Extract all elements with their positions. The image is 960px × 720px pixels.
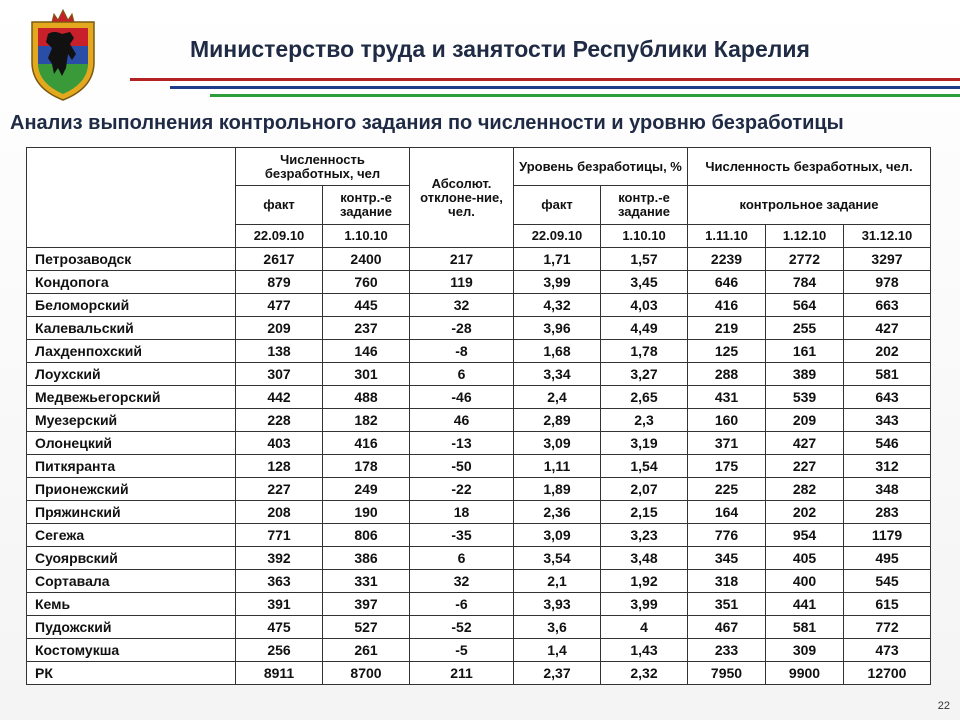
value-cell: 771 xyxy=(236,524,323,547)
value-cell: 3,19 xyxy=(601,432,688,455)
value-cell: 237 xyxy=(323,317,410,340)
value-cell: 32 xyxy=(410,294,514,317)
value-cell: 1,78 xyxy=(601,340,688,363)
table-row xyxy=(27,524,931,547)
header-target: контр.-е задание xyxy=(601,186,688,225)
value-cell: 4,49 xyxy=(601,317,688,340)
value-cell: 146 xyxy=(323,340,410,363)
district-name-cell: Муезерский xyxy=(27,409,236,432)
value-cell: 663 xyxy=(844,294,931,317)
value-cell: -22 xyxy=(410,478,514,501)
value-cell: 3,27 xyxy=(601,363,688,386)
value-cell: 2239 xyxy=(688,248,766,271)
value-cell: 643 xyxy=(844,386,931,409)
value-cell: -5 xyxy=(410,639,514,662)
value-cell: 615 xyxy=(844,593,931,616)
value-cell: 1,89 xyxy=(514,478,601,501)
value-cell: 488 xyxy=(323,386,410,409)
header-date: 31.12.10 xyxy=(844,225,931,248)
value-cell: 416 xyxy=(688,294,766,317)
value-cell: 211 xyxy=(410,662,514,685)
header-date: 1.10.10 xyxy=(601,225,688,248)
value-cell: 288 xyxy=(688,363,766,386)
value-cell: 209 xyxy=(236,317,323,340)
value-cell: 495 xyxy=(844,547,931,570)
value-cell: 318 xyxy=(688,570,766,593)
value-cell: 8700 xyxy=(323,662,410,685)
district-name-cell: Кондопога xyxy=(27,271,236,294)
unemployment-table xyxy=(26,147,931,685)
header-control-task: контрольное задание xyxy=(688,186,931,225)
value-cell: 2400 xyxy=(323,248,410,271)
table-row xyxy=(27,409,931,432)
table-row xyxy=(27,639,931,662)
header-district-cell xyxy=(27,148,236,248)
value-cell: 2,36 xyxy=(514,501,601,524)
value-cell: 2,1 xyxy=(514,570,601,593)
table-row xyxy=(27,478,931,501)
district-name-cell: Лахденпохский xyxy=(27,340,236,363)
value-cell: 776 xyxy=(688,524,766,547)
value-cell: 3,93 xyxy=(514,593,601,616)
value-cell: 1179 xyxy=(844,524,931,547)
table-row xyxy=(27,593,931,616)
district-name-cell: Кемь xyxy=(27,593,236,616)
table-row xyxy=(27,317,931,340)
value-cell: 261 xyxy=(323,639,410,662)
value-cell: 348 xyxy=(844,478,931,501)
value-cell: 343 xyxy=(844,409,931,432)
value-cell: 371 xyxy=(688,432,766,455)
value-cell: 1,54 xyxy=(601,455,688,478)
value-cell: 3,99 xyxy=(601,593,688,616)
value-cell: 527 xyxy=(323,616,410,639)
value-cell: 2617 xyxy=(236,248,323,271)
value-cell: 445 xyxy=(323,294,410,317)
value-cell: 1,43 xyxy=(601,639,688,662)
value-cell: 3,34 xyxy=(514,363,601,386)
value-cell: 581 xyxy=(844,363,931,386)
table-row xyxy=(27,363,931,386)
value-cell: 416 xyxy=(323,432,410,455)
value-cell: 1,57 xyxy=(601,248,688,271)
value-cell: -6 xyxy=(410,593,514,616)
value-cell: 427 xyxy=(766,432,844,455)
header-unemployed-count: Численность безработных, чел xyxy=(236,148,410,186)
district-name-cell: Беломорский xyxy=(27,294,236,317)
value-cell: 1,68 xyxy=(514,340,601,363)
value-cell: 8911 xyxy=(236,662,323,685)
header-title: Министерство труда и занятости Республики Карелия xyxy=(190,36,810,62)
value-cell: 386 xyxy=(323,547,410,570)
value-cell: 400 xyxy=(766,570,844,593)
value-cell: 806 xyxy=(323,524,410,547)
value-cell: 219 xyxy=(688,317,766,340)
value-cell: -46 xyxy=(410,386,514,409)
district-name-cell: Лоухский xyxy=(27,363,236,386)
value-cell: 225 xyxy=(688,478,766,501)
value-cell: 164 xyxy=(688,501,766,524)
value-cell: 397 xyxy=(323,593,410,616)
value-cell: 2,15 xyxy=(601,501,688,524)
value-cell: 228 xyxy=(236,409,323,432)
value-cell: 217 xyxy=(410,248,514,271)
value-cell: 473 xyxy=(844,639,931,662)
value-cell: 403 xyxy=(236,432,323,455)
table-row xyxy=(27,547,931,570)
value-cell: 978 xyxy=(844,271,931,294)
value-cell: 128 xyxy=(236,455,323,478)
header-target: контр.-е задание xyxy=(323,186,410,225)
value-cell: 391 xyxy=(236,593,323,616)
header-date: 1.11.10 xyxy=(688,225,766,248)
value-cell: -35 xyxy=(410,524,514,547)
header-date: 22.09.10 xyxy=(514,225,601,248)
header-unemployment-rate: Уровень безработицы, % xyxy=(514,148,688,186)
page-number: 22 xyxy=(937,700,950,712)
table-row xyxy=(27,294,931,317)
table-row xyxy=(27,432,931,455)
district-name-cell: Пряжинский xyxy=(27,501,236,524)
value-cell: 18 xyxy=(410,501,514,524)
table-row xyxy=(27,501,931,524)
value-cell: 539 xyxy=(766,386,844,409)
value-cell: 282 xyxy=(766,478,844,501)
value-cell: -8 xyxy=(410,340,514,363)
value-cell: 161 xyxy=(766,340,844,363)
value-cell: 249 xyxy=(323,478,410,501)
value-cell: 392 xyxy=(236,547,323,570)
table-row xyxy=(27,271,931,294)
value-cell: 784 xyxy=(766,271,844,294)
value-cell: 351 xyxy=(688,593,766,616)
value-cell: 256 xyxy=(236,639,323,662)
value-cell: -13 xyxy=(410,432,514,455)
district-name-cell: Питкяранта xyxy=(27,455,236,478)
value-cell: 202 xyxy=(766,501,844,524)
value-cell: 2,4 xyxy=(514,386,601,409)
district-name-cell: Сегежа xyxy=(27,524,236,547)
value-cell: 312 xyxy=(844,455,931,478)
district-name-cell: Суоярвский xyxy=(27,547,236,570)
value-cell: 431 xyxy=(688,386,766,409)
district-name-cell: Петрозаводск xyxy=(27,248,236,271)
value-cell: 160 xyxy=(688,409,766,432)
value-cell: 233 xyxy=(688,639,766,662)
value-cell: 760 xyxy=(323,271,410,294)
value-cell: -50 xyxy=(410,455,514,478)
header-fact: факт xyxy=(236,186,323,225)
value-cell: 2,3 xyxy=(601,409,688,432)
value-cell: 1,71 xyxy=(514,248,601,271)
value-cell: 4 xyxy=(601,616,688,639)
value-cell: 46 xyxy=(410,409,514,432)
value-cell: 7950 xyxy=(688,662,766,685)
value-cell: 1,11 xyxy=(514,455,601,478)
value-cell: 564 xyxy=(766,294,844,317)
value-cell: 32 xyxy=(410,570,514,593)
value-cell: 4,32 xyxy=(514,294,601,317)
value-cell: 3,45 xyxy=(601,271,688,294)
value-cell: 209 xyxy=(766,409,844,432)
district-name-cell: РК xyxy=(27,662,236,685)
value-cell: 12700 xyxy=(844,662,931,685)
value-cell: 255 xyxy=(766,317,844,340)
value-cell: 1,4 xyxy=(514,639,601,662)
value-cell: 2,32 xyxy=(601,662,688,685)
value-cell: 4,03 xyxy=(601,294,688,317)
district-name-cell: Прионежский xyxy=(27,478,236,501)
district-name-cell: Сортавала xyxy=(27,570,236,593)
value-cell: 6 xyxy=(410,547,514,570)
value-cell: 467 xyxy=(688,616,766,639)
value-cell: 6 xyxy=(410,363,514,386)
value-cell: 178 xyxy=(323,455,410,478)
value-cell: 389 xyxy=(766,363,844,386)
header-divider-red xyxy=(130,78,960,81)
karelia-emblem-icon xyxy=(24,4,102,102)
value-cell: 546 xyxy=(844,432,931,455)
value-cell: -52 xyxy=(410,616,514,639)
page-subtitle: Анализ выполнения контрольного задания по численности и уровню безработицы xyxy=(10,112,844,134)
table-row xyxy=(27,386,931,409)
value-cell: 3,54 xyxy=(514,547,601,570)
value-cell: 3,09 xyxy=(514,524,601,547)
value-cell: 442 xyxy=(236,386,323,409)
district-name-cell: Пудожский xyxy=(27,616,236,639)
value-cell: 475 xyxy=(236,616,323,639)
table-row xyxy=(27,662,931,685)
value-cell: 227 xyxy=(766,455,844,478)
value-cell: 772 xyxy=(844,616,931,639)
value-cell: 1,92 xyxy=(601,570,688,593)
value-cell: 581 xyxy=(766,616,844,639)
value-cell: 190 xyxy=(323,501,410,524)
value-cell: 477 xyxy=(236,294,323,317)
header-date: 22.09.10 xyxy=(236,225,323,248)
table-row xyxy=(27,340,931,363)
value-cell: 2772 xyxy=(766,248,844,271)
value-cell: 363 xyxy=(236,570,323,593)
value-cell: 3,99 xyxy=(514,271,601,294)
value-cell: 208 xyxy=(236,501,323,524)
value-cell: 331 xyxy=(323,570,410,593)
value-cell: 182 xyxy=(323,409,410,432)
value-cell: 309 xyxy=(766,639,844,662)
header-divider-blue xyxy=(170,86,960,89)
district-name-cell: Медвежьегорский xyxy=(27,386,236,409)
header-date: 1.10.10 xyxy=(323,225,410,248)
value-cell: 2,37 xyxy=(514,662,601,685)
value-cell: 3,23 xyxy=(601,524,688,547)
value-cell: 227 xyxy=(236,478,323,501)
value-cell: 954 xyxy=(766,524,844,547)
value-cell: 2,07 xyxy=(601,478,688,501)
value-cell: 307 xyxy=(236,363,323,386)
value-cell: 879 xyxy=(236,271,323,294)
header-date: 1.12.10 xyxy=(766,225,844,248)
header-fact: факт xyxy=(514,186,601,225)
district-name-cell: Олонецкий xyxy=(27,432,236,455)
value-cell: 345 xyxy=(688,547,766,570)
value-cell: 3,48 xyxy=(601,547,688,570)
value-cell: 427 xyxy=(844,317,931,340)
value-cell: 2,65 xyxy=(601,386,688,409)
table-row xyxy=(27,616,931,639)
value-cell: 545 xyxy=(844,570,931,593)
value-cell: -28 xyxy=(410,317,514,340)
value-cell: 441 xyxy=(766,593,844,616)
value-cell: 3,96 xyxy=(514,317,601,340)
header-abs-deviation: Абсолют. отклоне-ние, чел. xyxy=(410,148,514,248)
header-unemployed-count-2: Численность безработных, чел. xyxy=(688,148,931,186)
value-cell: 283 xyxy=(844,501,931,524)
value-cell: 9900 xyxy=(766,662,844,685)
header-divider-green xyxy=(210,94,960,97)
value-cell: 3,09 xyxy=(514,432,601,455)
table-row xyxy=(27,570,931,593)
value-cell: 646 xyxy=(688,271,766,294)
value-cell: 202 xyxy=(844,340,931,363)
table-row xyxy=(27,455,931,478)
value-cell: 301 xyxy=(323,363,410,386)
district-name-cell: Калевальский xyxy=(27,317,236,340)
district-name-cell: Костомукша xyxy=(27,639,236,662)
value-cell: 2,89 xyxy=(514,409,601,432)
table-row xyxy=(27,248,931,271)
value-cell: 119 xyxy=(410,271,514,294)
value-cell: 125 xyxy=(688,340,766,363)
value-cell: 138 xyxy=(236,340,323,363)
value-cell: 3297 xyxy=(844,248,931,271)
value-cell: 405 xyxy=(766,547,844,570)
value-cell: 175 xyxy=(688,455,766,478)
value-cell: 3,6 xyxy=(514,616,601,639)
